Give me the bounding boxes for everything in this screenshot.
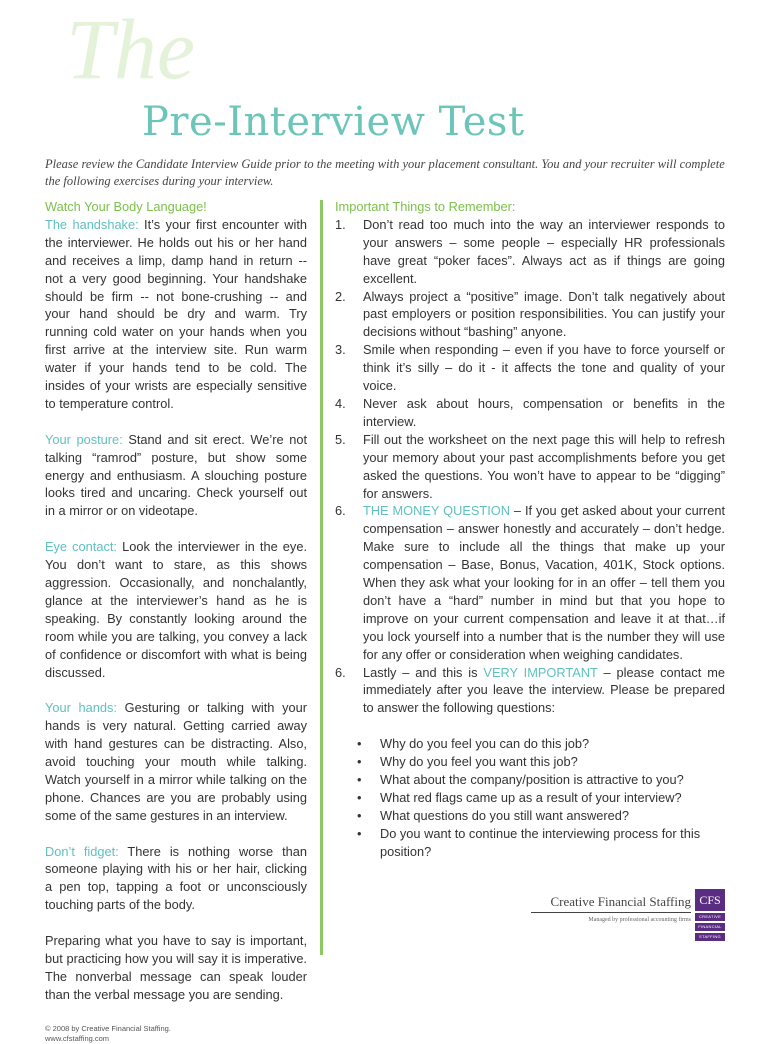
item-number: 1. [335,216,346,232]
item-number: 6. [335,664,346,680]
item-text: – If you get asked about your current compensation – answer honestly and accurately – don’t hedge. Make sure to include all the things that make up your compensation – Base, Bonus, Vacation, 401K, Stock options. When they ask what your looking for in an offer – tell them you don’t have a “hard” number in mind but that you hope to improve on your current compensation and leave it at that…if you lock yourself into a number that is the number they will use for any offer or consideration when weighing candidates. [363,503,725,662]
intro-text: Please review the Candidate Interview Guide prior to the meeting with your placement consultant. You and your recruiter will complete the following exercises during your interview. [45,157,725,188]
column-divider [320,200,323,955]
section-label: Your posture: [45,431,123,447]
section-handshake [45,216,307,413]
item-text: Never ask about hours, compensation or benefits in the interview. [363,395,725,429]
bullet-icon: • [357,736,362,752]
question-item [335,771,725,789]
list-item-money-question [335,502,725,663]
section-label: Your hands: [45,700,117,716]
logo-word: FINANCIAL [695,923,725,931]
section-label: The handshake: [45,216,139,232]
right-wrapper [335,198,725,941]
item-text: Don’t read too much into the way an interviewer responds to your answers – some people – especially HR professionals have great “poker faces”. Always act as if things are going excellent. [363,216,725,286]
title-the-watermark: The [66,1,195,97]
list-item [335,288,725,342]
important-things-column [335,198,725,861]
question-text: Why do you feel you can do this job? [380,736,590,752]
question-text: Why do you feel you want this job? [380,754,578,770]
item-number: 6. [335,503,346,519]
question-item [335,753,725,771]
list-item-lastly [335,664,725,861]
important-things-heading: Important Things to Remember: [335,199,516,214]
question-item [335,789,725,807]
question-item [335,735,725,753]
website-link[interactable]: www.cfstaffing.com [45,1033,110,1043]
list-item [335,216,725,288]
section-label: Eye contact: [45,539,117,555]
footer-copyright [45,1024,307,1044]
cfs-logo [695,889,725,941]
section-text: Gesturing or talking with your hands is very natural. Getting carried away with hand gestures can be distracting. Also, avoid touching your mouth while talking. Watch yourself in a mirror while talking on the phone. Chances are you are probably using some of the same gestures in an interview. [45,700,307,823]
section-text: Stand and sit erect. We’re not talking “ramrod” posture, but show some energy and enthusiasm. A slouching posture looks tired and uncaring. Check yourself out in a mirror or on videotape. [45,431,307,519]
logo-letters: CFS [695,889,725,911]
question-text: Do you want to continue the interviewing process for this position? [380,825,701,859]
section-hands [45,699,307,824]
logo-word: CREATIVE [695,913,725,921]
question-item [335,807,725,825]
item-text: Always project a “positive” image. Don’t talk negatively about past employers or position responsibilities. You can justify your decisions without “bashing” anyone. [363,288,725,340]
page-title: Pre-Interview Test [142,99,525,145]
list-item [335,431,725,503]
section-text: It’s your first encounter with the interviewer. He holds out his or her hand and receives a limp, damp hand in return -- not a very good beginning. Your handshake should be firm -- not bone-crushing -- and your hand should be dry and warm. Try running cold water on your hands when you first arrive at the interview site. Run warm water if your hands tend to be cold. The insides of your wrists are especially sensitive to temperature control. [45,216,307,411]
list-item [335,341,725,395]
left-wrapper [45,198,307,1044]
brand-tagline: Managed by professional accounting firms [588,916,691,923]
important-list [335,216,725,861]
closing-paragraph: Preparing what you have to say is important, but practicing how you will say it is imperative. The nonverbal message can speak louder than the verbal message you are sending. [45,933,307,1002]
question-item [335,825,725,861]
list-item [335,395,725,431]
section-text: There is nothing worse than someone playing with his or her hair, clicking a pen top, tapping a foot or unconsciously touching parts of the body. [45,843,307,913]
item-text: Smile when responding – even if you have to force yourself or think it’s silly – do it - it affects the tone and quality of your voice. [363,342,725,394]
section-eye-contact [45,538,307,681]
section-text: Look the interviewer in the eye. You don’t want to stare, as this shows aggression. Occasionally, and nonchalantly, glance at the interviewer’s hand as he is speaking. By constantly looking around the room while you are talking, you convey a lack of confidence or discomfort with what is being discussed. [45,539,308,680]
bullet-icon: • [357,789,362,805]
section-posture [45,431,307,521]
bullet-icon: • [357,825,362,841]
item-text: Fill out the worksheet on the next page this will help to refresh your memory about your past accomplishments before you get asked the questions. You won’t have to appear to be “digging” for answers. [363,431,725,501]
section-fidget [45,843,307,915]
brand-block [335,889,725,941]
item-number: 4. [335,395,346,411]
bullet-icon: • [357,754,362,770]
brand-name: Creative Financial Staffing [531,894,691,913]
item-text: Lastly – and this is [363,664,484,680]
bullet-icon: • [357,771,362,787]
item-number: 2. [335,288,346,304]
brand-text-block [531,889,691,923]
item-text: – please contact me immediately after you leave the interview. Please be prepared to answer the following questions: [363,664,725,716]
question-text: What questions do you still want answered? [380,807,629,823]
questions-list [335,735,725,860]
logo-word: STAFFING [695,933,725,941]
item-number: 3. [335,342,346,358]
body-language-column [45,198,307,1004]
section-label: Don’t fidget: [45,843,119,859]
item-number: 5. [335,431,346,447]
copyright-text: © 2008 by Creative Financial Staffing. [45,1023,171,1033]
bullet-icon: • [357,807,362,823]
very-important-highlight: VERY IMPORTANT [483,664,598,680]
body-language-heading: Watch Your Body Language! [45,199,207,214]
money-question-highlight: THE MONEY QUESTION [363,503,510,519]
question-text: What red flags came up as a result of your interview? [380,789,682,805]
question-text: What about the company/position is attractive to you? [380,771,684,787]
